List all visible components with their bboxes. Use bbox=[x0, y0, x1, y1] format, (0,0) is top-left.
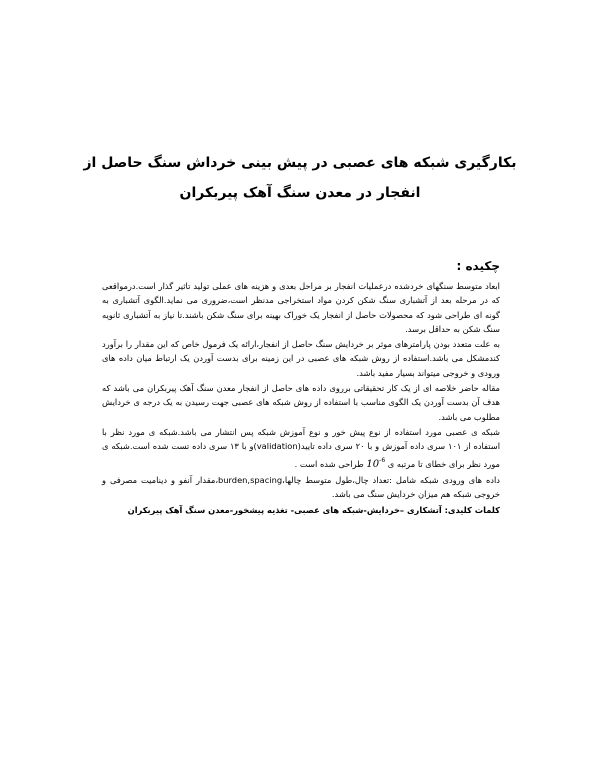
keywords: کلمات کلیدی: آتشکاری –خردایش-شبکه های عصبی- تغذیه پیشخور-معدن سنگ آهک پیربکران bbox=[127, 505, 500, 516]
abstract-paragraph-3: مقاله حاضر خلاصه ای از یک کار تحقیقاتی برروی داده های حاصل از انفجار معدن سنگ آهک پیربکران می باشد که هدف آن بدست آوردن یک الگوی مناسب با استفاده از روش شبکه های عصبی جهت رسیدن به یک درجه ی خردایش مطلوب می باشد. bbox=[102, 383, 500, 422]
abstract-heading: چکیده : bbox=[456, 259, 500, 273]
title-line-2: انفجار در معدن سنگ آهک پیربکران bbox=[179, 185, 421, 201]
abstract-p4-text-1: شبکه ی عصبی مورد استفاده از نوع پیش خور و نوع آموزش شبکه پس انتشار می باشد.شبکه ی مورد نظر با استفاده از ۱۰۱ سری داده آموزش و با ۲۰ سری داده تایید( bbox=[102, 426, 501, 452]
formula-exponent: -6 bbox=[379, 456, 386, 464]
title-line-1: بکارگیری شبکه های عصبی در پیش بینی خرداش سنگ حاصل از bbox=[83, 155, 517, 171]
abstract-p4-text-2: )و با ۱۳ سری داده تست شده است.شبکه ی مورد نظر برای خطای تا مرتبه ی bbox=[102, 441, 500, 469]
abstract-paragraph-5 bbox=[102, 473, 500, 502]
formula-base: 10 bbox=[366, 458, 380, 470]
abstract-p4-text-3: طراحی شده است . bbox=[294, 458, 364, 469]
validation-term: validation bbox=[256, 441, 298, 452]
abstract-p5-text-1: داده های ورودی شبکه شامل :تعداد چال،طول متوسط چالها، bbox=[282, 474, 500, 485]
error-order-formula bbox=[366, 456, 386, 470]
burden-spacing-term: burden,spacing bbox=[218, 474, 283, 485]
abstract-paragraph-4 bbox=[102, 425, 500, 472]
abstract-paragraph-2: به علت متعدد بودن پارامترهای موثر بر خردایش سنگ حاصل از انفجار،ارائه یک فرمول خاص که این مقدار را برآورد کندمشکل می باشد.استفاده از روش شبکه های عصبی در این زمینه برای بدست آوردن یک ارتباط میان داده های ورودی و خروجی میتواند بسیار مفید باشد. bbox=[102, 339, 500, 378]
paper-title bbox=[80, 148, 520, 208]
abstract-paragraph-1: ابعاد متوسط سنگهای خردشده درعملیات انفجار بر مراحل بعدی و هزینه های عملی تولید تاثیر گذار است.درمواقعی که در مرحله بعد از آتشباری سنگ شکن کردن مواد استخراجی مدنظر است،ضروری می نماید.الگوی آتشباری به گونه ای طراحی شود که محصولات حاصل از انفجار یک خوراک بهینه برای سنگ شکن باشند.تا نیاز به آتشباری ثانویه سنگ شکن به حداقل برسد. bbox=[102, 281, 500, 334]
abstract-p5-text-2: ،مقدار آنفو و دینامیت مصرفی و خروجی شبکه هم میزان خردایش سنگ می باشد. bbox=[102, 474, 500, 500]
abstract-body bbox=[102, 279, 500, 519]
